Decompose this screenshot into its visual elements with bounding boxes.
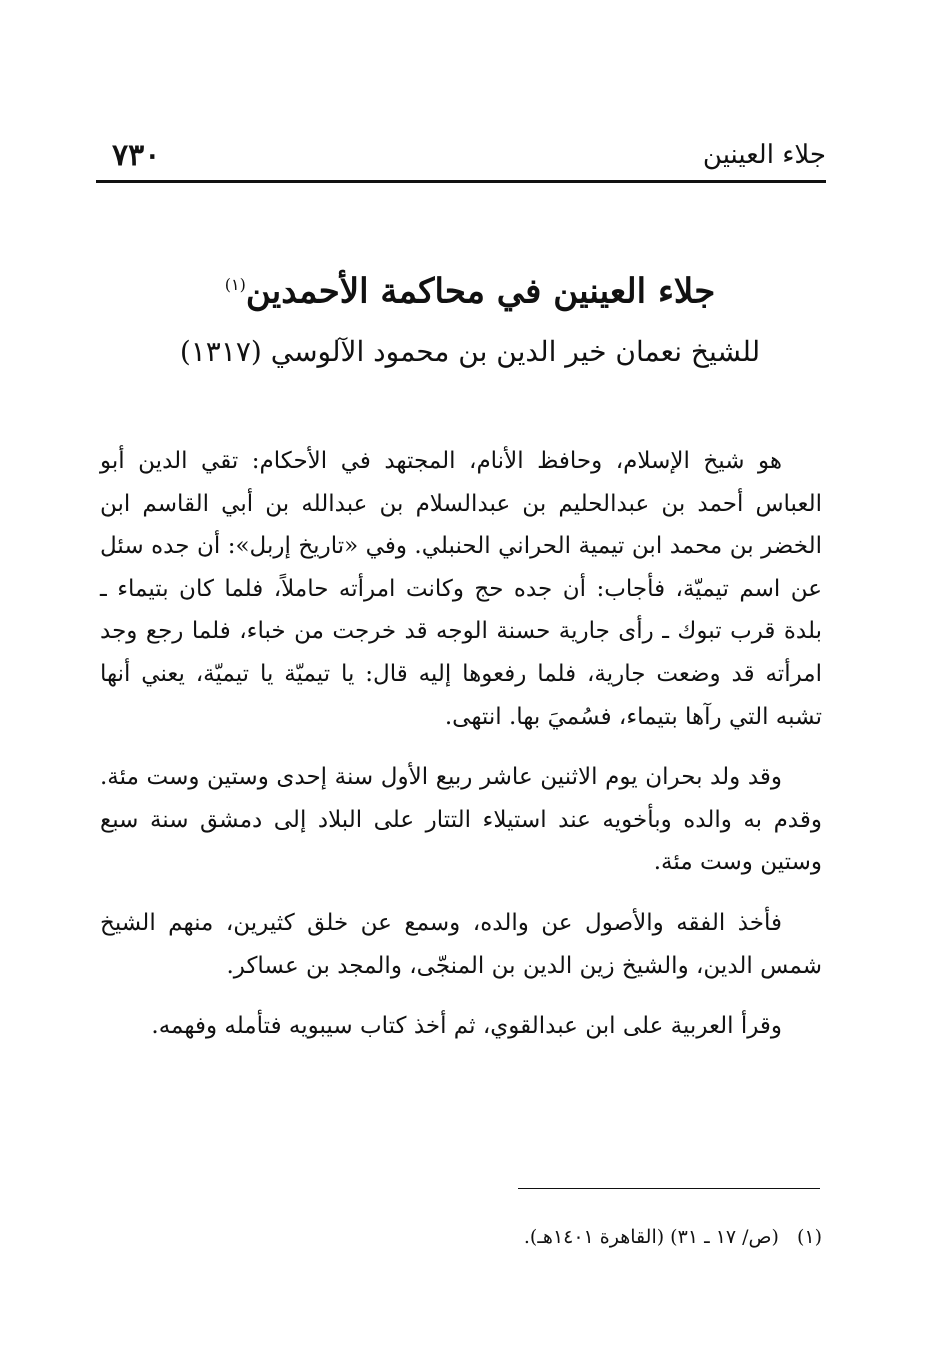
paragraph: هو شيخ الإسلام، وحافظ الأنام، المجتهد في الأحكام: تقي الدين أبو العباس أحمد بن عبدالحليم بن عبدالسلام بن عبدالله بن أبي القاسم ابن الخضر بن محمد ابن تيمية الحراني الحنبلي. وفي «تاريخ إربل»: أن جده سئل عن اسم تيميّة، فأجاب: أن جده حج وكانت امرأته حاملاً، فلما كان بتيماء ـ بلدة قرب تبوك ـ رأى جارية حسنة الوجه قد خرجت من خباء، فلما رجع وجد امرأته قد وضعت جارية، فلما رفعوها إليه قال: يا تيميّة يا تيميّة، يعني أنها تشبه التي رآها بتيماء، فسُميَ بها. انتهى. <box>100 448 822 730</box>
footnote-divider <box>518 1188 820 1189</box>
paragraph: فأخذ الفقه والأصول عن والده، وسمع عن خلق كثيرين، منهم الشيخ شمس الدين، والشيخ زين الدين بن المنجّى، والمجد بن عساكر. <box>100 909 822 979</box>
chapter-title <box>120 262 820 314</box>
page-header <box>96 138 826 183</box>
chapter-subtitle: للشيخ نعمان خير الدين بن محمود الآلوسي (١٣١٧) <box>179 335 761 368</box>
page-number: ٧٣٠ <box>112 138 161 173</box>
footnote <box>120 1222 822 1252</box>
paragraph: وقرأ العربية على ابن عبدالقوي، ثم أخذ كتاب سيبويه فتأمله وفهمه. <box>151 1013 782 1040</box>
footnote-text: (ص/ ١٧ ـ ٣١) (القاهرة ١٤٠١هـ). <box>523 1226 779 1248</box>
chapter-title-text: جلاء العينين في محاكمة الأحمدين <box>245 271 716 312</box>
title-footnote-ref[interactable]: (١) <box>224 275 246 294</box>
footnote-mark: (١) <box>796 1226 822 1248</box>
paragraph: وقد ولد بحران يوم الاثنين عاشر ربيع الأول سنة إحدى وستين وست مئة. وقدم به والده وبأخويه عند استيلاء التتار على البلاد إلى دمشق سنة سبع وستين وست مئة. <box>100 764 822 876</box>
body-text <box>100 440 822 1066</box>
running-title: جلاء العينين <box>702 140 826 170</box>
